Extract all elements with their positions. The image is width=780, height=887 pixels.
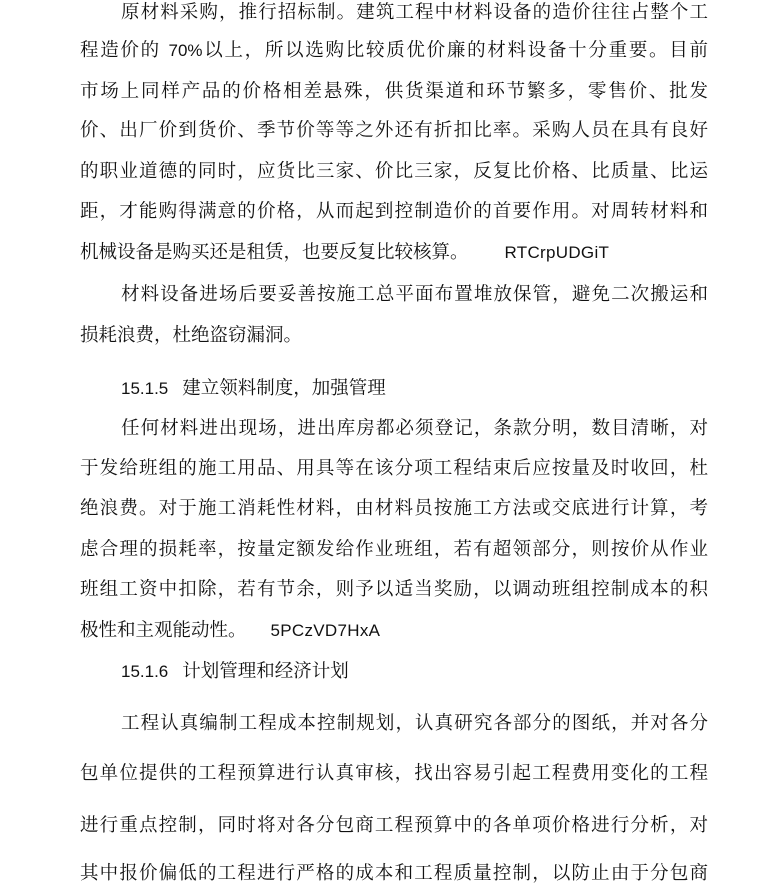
para3-line1: 任何材料进出现场，进出库房都必须登记，条款分明，数目清晰，对: [121, 418, 708, 439]
para4-line1: 工程认真编制工程成本控制规划，认真研究各部分的图纸，并对各分: [121, 713, 708, 734]
section-title: 计划管理和经济计划: [182, 661, 349, 682]
para2-line1: 材料设备进场后要妥善按施工总平面布置堆放保管，避免二次搬运和: [121, 284, 708, 305]
section-number: 15.1.5: [121, 379, 169, 398]
para3-line6: [80, 620, 708, 642]
para1-line7-text: 机械设备是购买还是租赁，也要反复比较核算。: [80, 242, 469, 263]
para1-line5: 的职业道德的同时，应货比三家、价比三家，反复比价格、比质量、比运: [80, 161, 708, 182]
para1-line3: 市场上同样产品的价格相差悬殊，供货渠道和环节繁多，零售价、批发: [80, 81, 708, 102]
para3-line5: 班组工资中扣除，若有节余，则予以适当奖励，以调动班组控制成本的积: [80, 579, 708, 600]
hidden-code-2: 5PCzVD7HxA: [270, 621, 381, 640]
para1-line1: 原材料采购，推行招标制。建筑工程中材料设备的造价往往占整个工: [121, 2, 708, 23]
percentage-value: 70%: [168, 41, 203, 60]
para1-line2-b: 以上，所以选购比较质优价廉的材料设备十分重要。目前: [202, 40, 708, 61]
hidden-code-1: RTCrpUDGiT: [504, 243, 610, 262]
para1-line4: 价、出厂价到货价、季节价等等之外还有折扣比率。采购人员在具有良好: [80, 120, 708, 141]
para4-line2: 包单位提供的工程预算进行认真审核，找出容易引起工程费用变化的工程: [80, 763, 708, 784]
para3-line3: 绝浪费。对于施工消耗性材料，由材料员按施工方法或交底进行计算，考: [80, 498, 708, 519]
para2-line2: 损耗浪费，杜绝盗窃漏洞。: [80, 325, 303, 346]
section-heading-15-1-5: [121, 378, 386, 400]
section-title: 建立领料制度，加强管理: [182, 378, 386, 399]
para3-line4: 虑合理的损耗率，按量定额发给作业班组，若有超领部分，则按价从作业: [80, 539, 708, 560]
section-heading-15-1-6: [121, 661, 349, 683]
para1-line7: [80, 242, 708, 264]
para1-line2: [80, 40, 708, 62]
section-number: 15.1.6: [121, 662, 169, 681]
para4-line3: 进行重点控制，同时将对各分包商工程预算中的各单项价格进行分析，对: [80, 815, 708, 836]
para3-line6-text: 极性和主观能动性。: [80, 620, 247, 641]
para1-line2-a: 程造价的: [80, 40, 161, 61]
para1-line6: 距，才能购得满意的价格，从而起到控制造价的首要作用。对周转材料和: [80, 201, 708, 222]
para4-line4: 其中报价偏低的工程进行严格的成本和工程质量控制，以防止由于分包商: [80, 863, 708, 884]
para3-line2: 于发给班组的施工用品、用具等在该分项工程结束后应按量及时收回，杜: [80, 458, 708, 479]
